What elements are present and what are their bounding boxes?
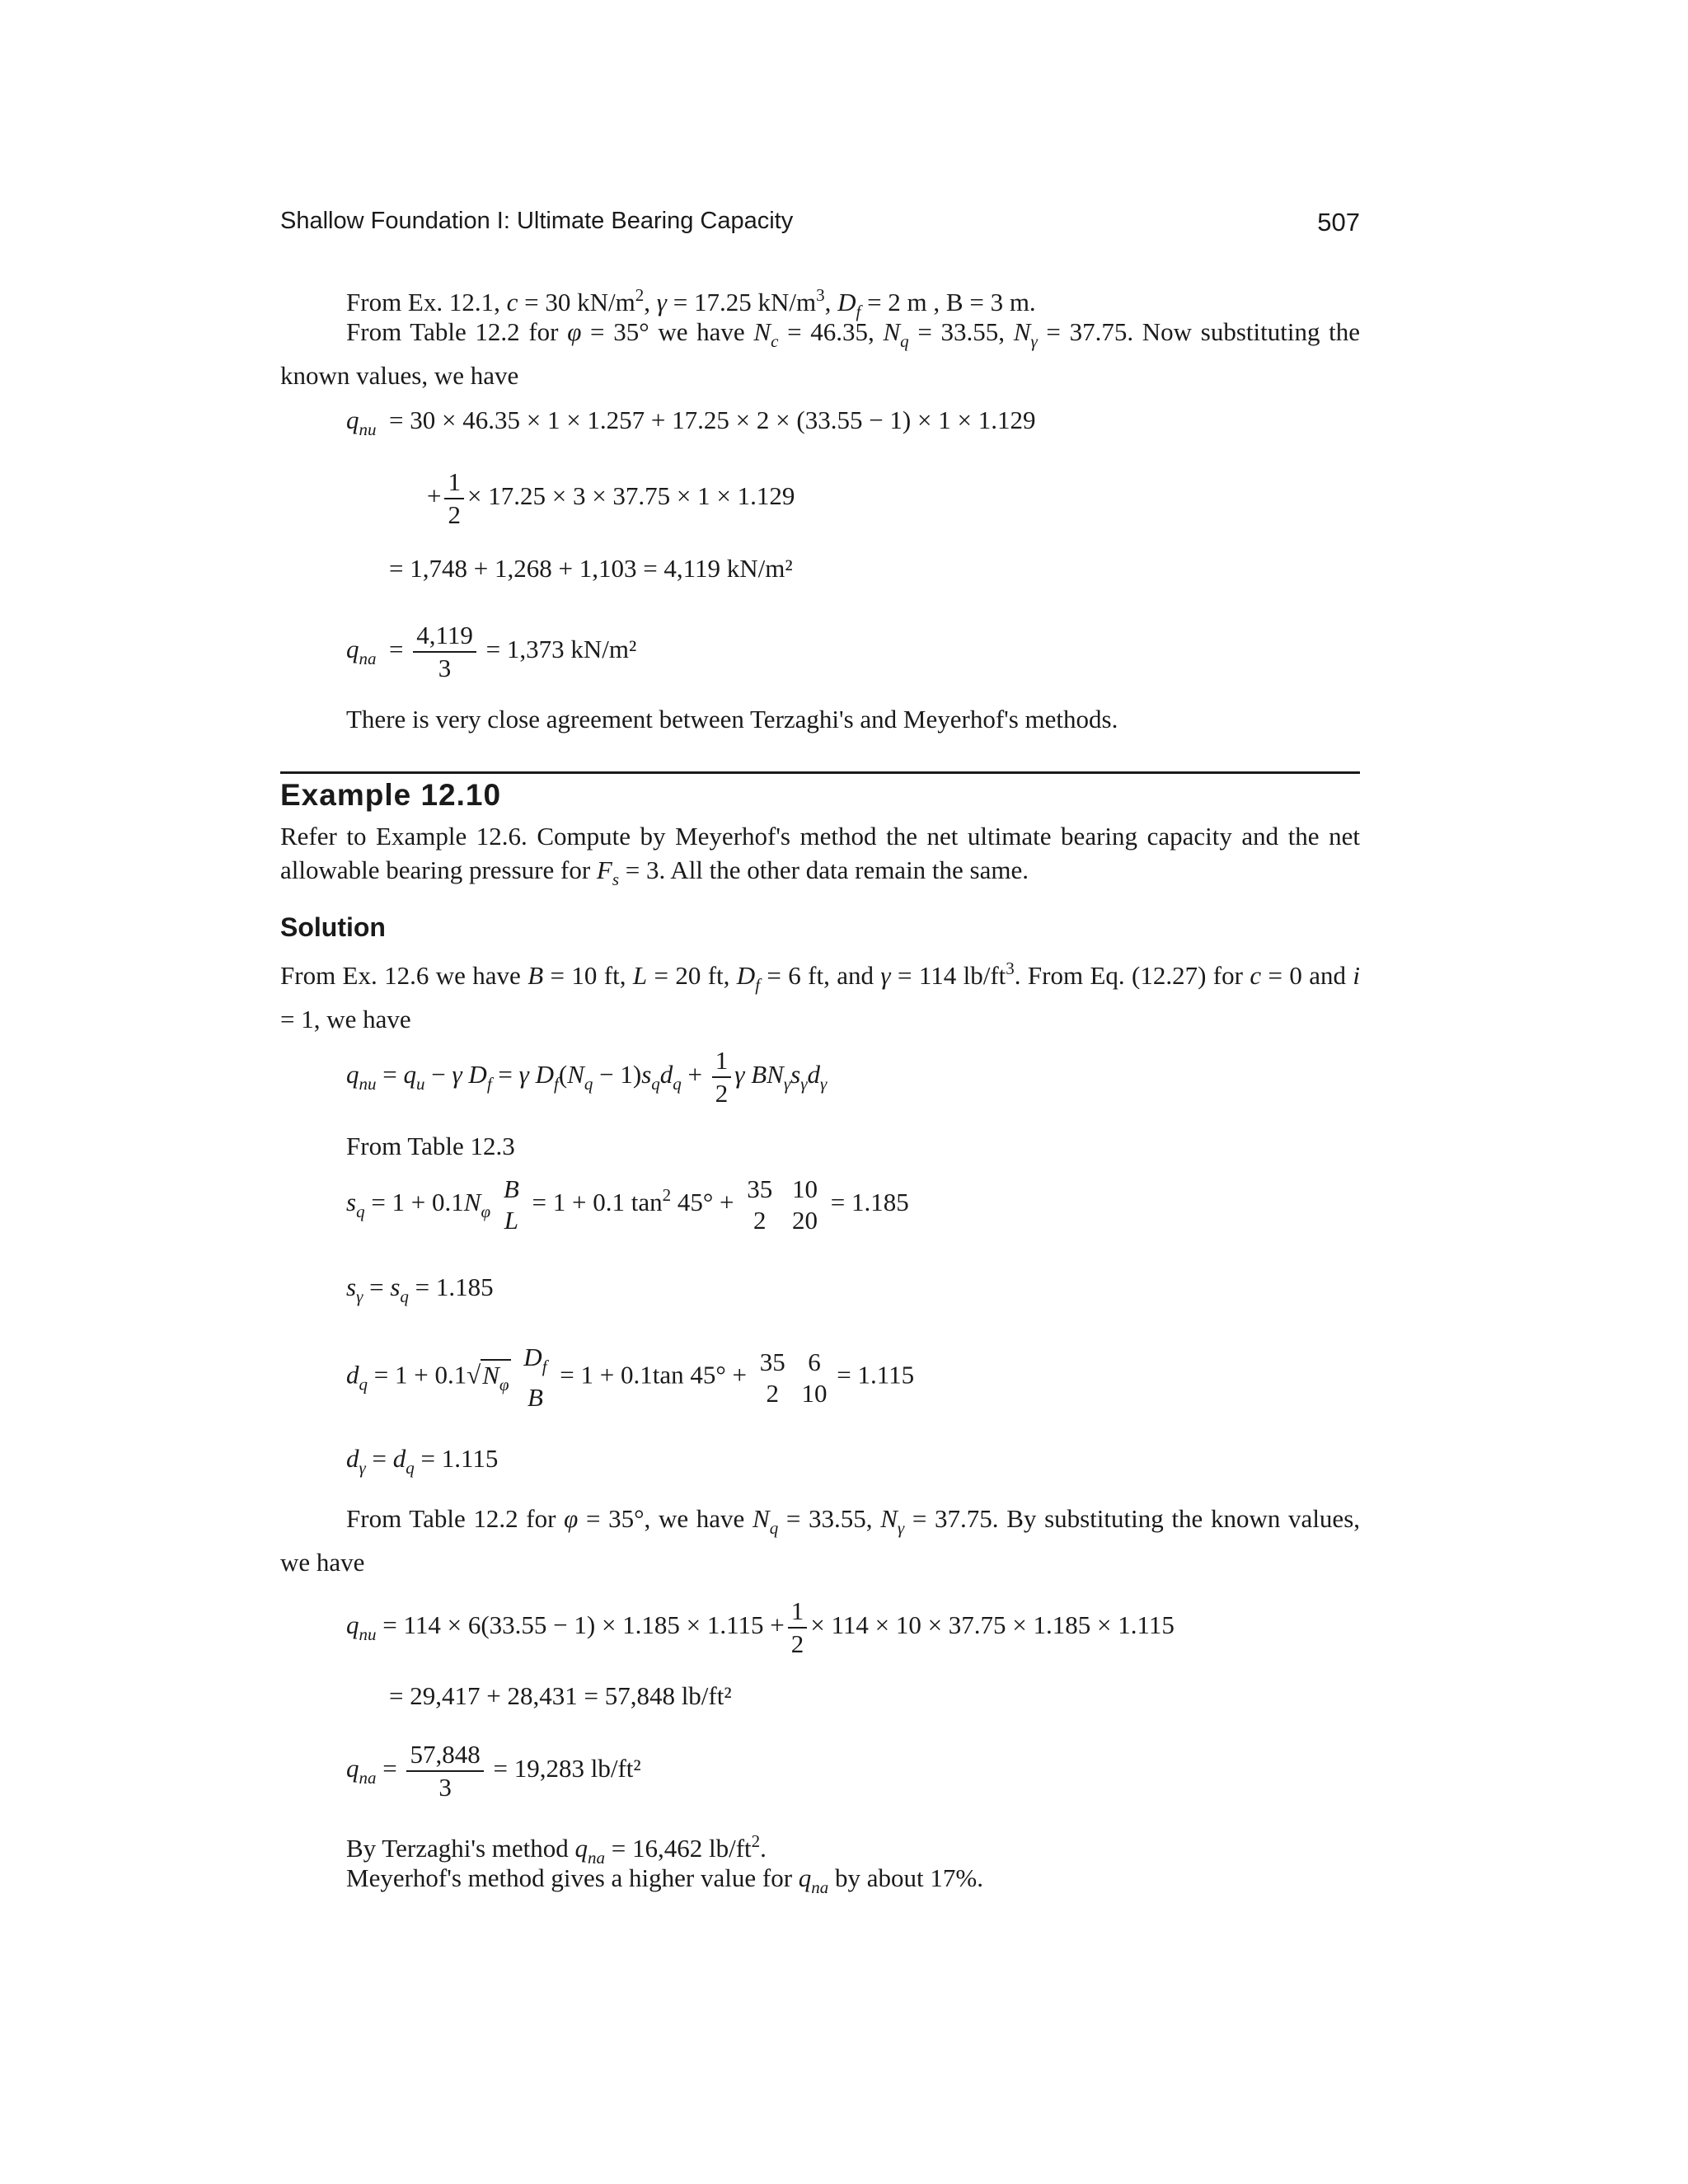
dgamma-equation: $d_\gamma = d_q = 1.115$: [346, 1444, 499, 1478]
section-rule: [280, 771, 1360, 774]
sgamma-equation: $s_\gamma = s_q = 1.185$: [346, 1272, 494, 1306]
intro-table-values: From Table 12.2 for φ = 35° we have $N_c = 46.35$, $N_q = 33.55$, $N_\gamma = 37.75$. Now substituting the known values, we have: [280, 317, 1361, 390]
intro-given-values: From Ex. 12.1, c = 30 $kN/m^2$, γ = 17.25 $kN/m^3$, $D_f = 2$ m , B = 3 m.: [346, 285, 1036, 321]
example-problem: Refer to Example 12.6. Compute by Meyerhof's method the net ultimate bearing capacity and the net allowable bearing pressure for $F_s = 3$. All the other data remain the same.: [280, 822, 1360, 889]
solution-title: Solution: [280, 912, 386, 942]
running-title: Shallow Foundation I: Ultimate Bearing Capacity: [280, 208, 794, 234]
eq1-qna-numerator: 4,119: [413, 620, 476, 653]
eq1-qna-result: = 1,373 kN/m²: [485, 635, 637, 664]
dgamma-result: = 1.115: [420, 1444, 499, 1473]
sgamma-result: = 1.185: [415, 1272, 494, 1301]
conclusion-agreement: There is very close agreement between Terzaghi's and Meyerhof's methods.: [346, 705, 1118, 733]
eq1-line1: $q_{nu} = 30 \times 46.35 \times 1 \times 1.257 + 17.25 \times 2 \times (33.55 - 1) \times 1 \times 1.129$: [346, 405, 1036, 439]
eq1-line2: + $\frac{1}{2}$ × 17.25 × 3 × 37.75 × 1 × 1.129: [427, 467, 795, 529]
qnu-general-equation: $q_{nu} = q_u - \gamma$ $D_f = \gamma$ $D_f(N_q - 1)s_qd_q$ + $\frac{1}{2}$ γ $BN_\gamma s_\gamma d_\gamma$: [346, 1046, 828, 1108]
eq1-line3: = 1,748 + 1,268 + 1,103 = 4,119 kN/m²: [389, 554, 793, 583]
eq1-line1-text: = 30 × 46.35 × 1 × 1.257 + 17.25 × 2 × (33.55 − 1) × 1 × 1.129: [389, 405, 1036, 434]
qna-numerator: 57,848: [406, 1739, 483, 1772]
example-title: Example 12.10: [280, 778, 502, 812]
dq-equation: $d_q = 1 + 0.1√N_\varphi$ $D_f$ B = 1 + 0.1tan 45° + 35 2 6 10 = 1.115: [346, 1343, 915, 1412]
terzaghi-value: By Terzaghi's method $q_{na} = 16,462$ $lb/ft^2$.: [346, 1831, 767, 1868]
eq1-line2-text: × 17.25 × 3 × 37.75 × 1 × 1.129: [467, 481, 795, 511]
sq-result: = 1.185: [830, 1188, 909, 1217]
solution-intro: From Ex. 12.6 we have B = 10 ft, L = 20 ft, $D_f = 6$ ft, and γ = 114 $lb/ft^3$. From Eq. (12.27) for c = 0 and i = 1, we have: [280, 958, 1361, 1033]
qna-denominator: 3: [438, 1773, 452, 1802]
dq-result: = 1.115: [837, 1360, 915, 1390]
table-12-2-values: From Table 12.2 for φ = 35°, we have $N_q = 33.55$, $N_\gamma = 37.75$. By substituting the known values, we have: [280, 1504, 1361, 1577]
qna-result: = 19,283 lb/ft²: [493, 1754, 641, 1783]
qnu-line1-part-a: = 114 × 6(33.55 − 1) × 1.185 × 1.115 +: [382, 1610, 785, 1640]
eq1-qna-denominator: 3: [438, 654, 452, 682]
from-table-12-3: From Table 12.3: [346, 1132, 515, 1160]
qnu-sum: = 29,417 + 28,431 = 57,848 lb/ft²: [389, 1681, 732, 1710]
final-comparison: Meyerhof's method gives a higher value for $q_{na}$ by about 17%.: [346, 1863, 983, 1897]
qnu-line1-part-b: × 114 × 10 × 37.75 × 1.185 × 1.115: [810, 1610, 1175, 1640]
qna-result-equation: $q_{na}$ = $\frac{57,848}{3}$ = 19,283 lb/ft²: [346, 1740, 641, 1802]
sq-equation: $s_q = 1 + 0.1N_\varphi$ B L = 1 + 0.1 $\tan^2 45^\circ$ + 35 2 10 20 = 1.185: [346, 1174, 909, 1235]
qnu-substituted: $q_{nu} = 114 \times 6(33.55 - 1) \times 1.185 \times 1.115$ + $\frac{1}{2}$ × 114 × 10 × 37.75 × 1.185 × 1.115: [346, 1596, 1175, 1658]
page-number: 507: [1317, 208, 1360, 237]
eq1-qna: $q_{na}$ = $\frac{4,119}{3}$ = 1,373 kN/m²: [346, 621, 637, 682]
